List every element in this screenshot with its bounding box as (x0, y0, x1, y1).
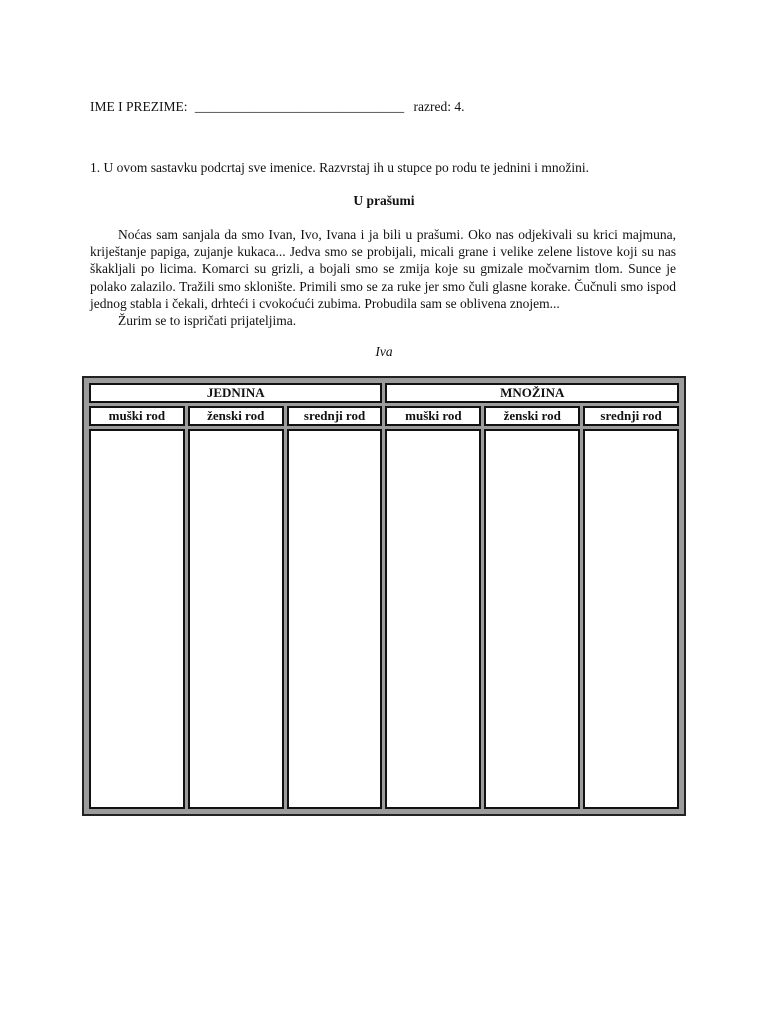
column-header-row (89, 406, 679, 426)
story-author: Iva (375, 344, 393, 359)
task-instruction: 1. U ovom sastavku podcrtaj sve imenice. Razvrstaj ih u stupce po rodu te jednini i množini. (90, 160, 590, 175)
column-header: srednji rod (287, 406, 383, 426)
column-header: muški rod (89, 406, 185, 426)
name-fill-line[interactable]: _______________________________ (194, 99, 405, 114)
group-header-row (89, 383, 679, 403)
name-grade-header (90, 99, 464, 115)
answer-row (89, 429, 679, 809)
column-header: ženski rod (484, 406, 580, 426)
story-paragraph-2: Žurim se to ispričati prijateljima. (118, 313, 297, 329)
story-paragraph-1: Noćas sam sanjala da smo Ivan, Ivo, Ivana i ja bili u prašumi. Oko nas odjekivali su krici majmuna, kriještanje papiga, zujanje kukaca... Jedva smo se probijali, micali grane i velike zelene listove koji su nas škakljali po licima. Komarci su grizli, a bojali smo se zmija koje su gmizale močvarnim tlom. Sunce je polako zalazilo. Tražili smo sklonište. Primili smo se za ruke jer smo čuli glasne korake. Čučnuli smo ispod jednog stabla i čekali, drhteći i cvokoćući zubima. Probudila sam se oblivena znojem... (90, 227, 676, 311)
answer-cell[interactable] (287, 429, 383, 809)
column-header: muški rod (385, 406, 481, 426)
answer-cell[interactable] (89, 429, 185, 809)
column-header: srednji rod (583, 406, 679, 426)
answer-cell[interactable] (385, 429, 481, 809)
name-label: IME I PREZIME: (90, 99, 188, 114)
grade-label: razred: 4. (413, 99, 465, 114)
noun-classification-table (82, 376, 686, 816)
answer-cell[interactable] (484, 429, 580, 809)
noun-table (86, 380, 682, 812)
group-header-jednina: JEDNINA (89, 383, 382, 403)
answer-cell[interactable] (583, 429, 679, 809)
story-text (90, 226, 676, 329)
column-header: ženski rod (188, 406, 284, 426)
answer-cell[interactable] (188, 429, 284, 809)
group-header-mnozina: MNOŽINA (385, 383, 679, 403)
story-title: U prašumi (353, 193, 415, 208)
